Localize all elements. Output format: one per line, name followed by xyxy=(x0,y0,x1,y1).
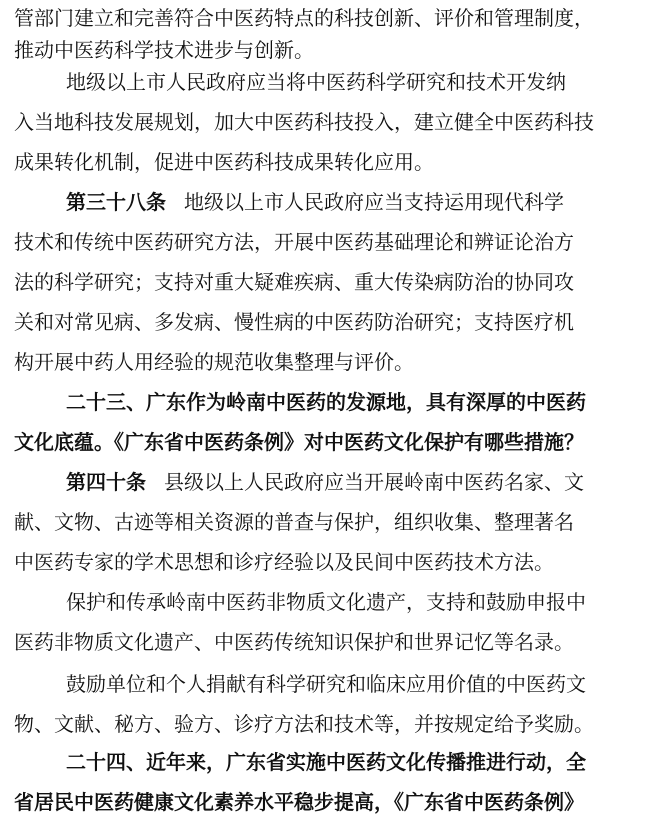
paragraph-text: 关和对常见病、多发病、慢性病的中医药防治研究；支持医疗机 xyxy=(14,310,574,334)
question-heading: 文化底蕴。《广东省中医药条例》对中医药文化保护有哪些措施？ xyxy=(14,430,584,454)
text-line-6 xyxy=(0,182,646,222)
text-line-4 xyxy=(0,102,646,142)
article-number: 第三十八条 xyxy=(66,190,166,214)
paragraph-text: 法的科学研究；支持对重大疑难疾病、重大传染病防治的协同攻 xyxy=(14,270,574,294)
paragraph-text: 医药非物质文化遗产、中医药传统知识保护和世界记忆等名录。 xyxy=(14,630,574,654)
text-line-20 xyxy=(0,742,646,782)
text-line-21 xyxy=(0,782,646,822)
text-line-11 xyxy=(0,382,646,422)
text-line-5 xyxy=(0,142,646,182)
text-line-7 xyxy=(0,222,646,262)
text-line-15 xyxy=(0,542,646,582)
paragraph-text: 中医药专家的学术思想和诊疗经验以及民间中医药技术方法。 xyxy=(14,550,554,574)
text-line-13 xyxy=(0,462,646,502)
paragraph-text: 技术和传统中医药研究方法，开展中医药基础理论和辨证论治方 xyxy=(14,230,574,254)
paragraph-text: 地级以上市人民政府应当支持运用现代科学 xyxy=(184,190,564,214)
text-line-12 xyxy=(0,422,646,462)
paragraph-text: 县级以上人民政府应当开展岭南中医药名家、文 xyxy=(164,470,584,494)
paragraph-text: 管部门建立和完善符合中医药特点的科技创新、评价和管理制度， xyxy=(14,6,594,30)
paragraph-text: 推动中医药科学技术进步与创新。 xyxy=(14,38,314,62)
text-line-10 xyxy=(0,342,646,382)
question-heading: 省居民中医药健康文化素养水平稳步提高，《广东省中医药条例》 xyxy=(14,790,584,814)
paragraph-text: 献、文物、古迹等相关资源的普查与保护，组织收集、整理著名 xyxy=(14,510,574,534)
question-heading: 二十四、近年来，广东省实施中医药文化传播推进行动，全 xyxy=(66,750,586,774)
text-line-16 xyxy=(0,582,646,622)
paragraph-text: 物、文献、秘方、验方、诊疗方法和技术等，并按规定给予奖励。 xyxy=(14,712,594,736)
paragraph-text: 地级以上市人民政府应当将中医药科学研究和技术开发纳 xyxy=(66,70,566,94)
paragraph-text: 构开展中药人用经验的规范收集整理与评价。 xyxy=(14,350,414,374)
question-heading: 二十三、广东作为岭南中医药的发源地，具有深厚的中医药 xyxy=(66,390,586,414)
text-line-8 xyxy=(0,262,646,302)
text-line-17 xyxy=(0,622,646,662)
text-line-9 xyxy=(0,302,646,342)
paragraph-text: 保护和传承岭南中医药非物质文化遗产，支持和鼓励申报中 xyxy=(66,590,586,614)
paragraph-text: 鼓励单位和个人捐献有科学研究和临床应用价值的中医药文 xyxy=(66,672,586,696)
text-line-14 xyxy=(0,502,646,542)
text-line-18 xyxy=(0,664,646,704)
text-line-3 xyxy=(0,62,646,102)
text-line-19 xyxy=(0,704,646,744)
article-number: 第四十条 xyxy=(66,470,146,494)
paragraph-text: 入当地科技发展规划，加大中医药科技投入，建立健全中医药科技 xyxy=(14,110,594,134)
paragraph-text: 成果转化机制，促进中医药科技成果转化应用。 xyxy=(14,150,434,174)
